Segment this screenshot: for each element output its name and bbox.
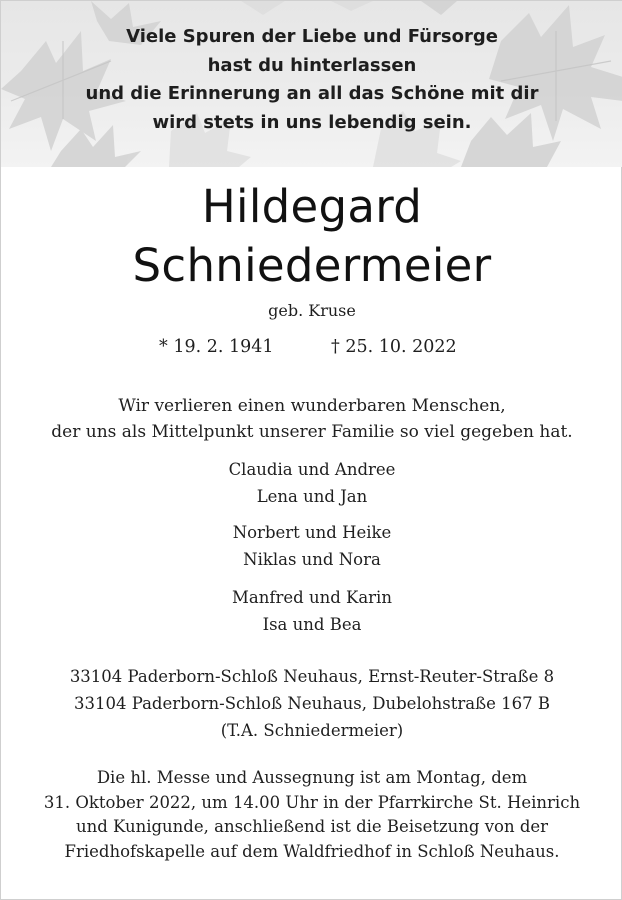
verse <box>1 23 622 137</box>
family-line: Norbert und Heike <box>232 523 392 542</box>
first-name: Hildegard <box>201 180 423 233</box>
family-line: Isa und Bea <box>262 615 362 634</box>
tribute-line: der uns als Mittelpunkt unserer Familie so viel gegeben hat. <box>51 422 573 442</box>
verse-line: wird stets in uns lebendig sein. <box>152 111 472 133</box>
death-date: † 25. 10. 2022 <box>331 337 457 357</box>
family-line: Claudia und Andree <box>228 460 396 479</box>
address-line: 33104 Paderborn-Schloß Neuhaus, Ernst-Reuter-Straße 8 <box>69 667 555 686</box>
family-line: Lena und Jan <box>256 487 368 506</box>
birth-date: * 19. 2. 1941 <box>159 337 274 357</box>
service-line: Friedhofskapelle auf dem Waldfriedhof in Schloß Neuhaus. <box>64 841 560 861</box>
header-band <box>1 1 622 167</box>
family-group <box>1 519 622 573</box>
family-line: Niklas und Nora <box>243 550 381 569</box>
tribute-text <box>1 393 622 445</box>
tribute-line: Wir verlieren einen wunderbaren Menschen, <box>118 396 506 416</box>
family-group <box>1 584 622 638</box>
address-line: (T.A. Schniedermeier) <box>220 721 404 740</box>
service-line: Die hl. Messe und Aussegnung ist am Montag, dem <box>96 768 528 787</box>
verse-line: hast du hinterlassen <box>207 54 417 76</box>
family-group <box>1 456 622 510</box>
family-line: Manfred und Karin <box>232 588 392 607</box>
service-info <box>1 766 622 864</box>
maiden-name: geb. Kruse <box>268 301 356 320</box>
service-line: und Kunigunde, anschließend ist die Beisetzung von der <box>75 817 549 836</box>
verse-line: Viele Spuren der Liebe und Fürsorge <box>126 26 498 47</box>
verse-line: und die Erinnerung an all das Schöne mit dir <box>85 83 539 104</box>
addresses <box>1 663 622 744</box>
address-line: 33104 Paderborn-Schloß Neuhaus, Dubelohstraße 167 B <box>74 694 550 713</box>
last-name: Schniedermeier <box>132 239 492 292</box>
service-line: 31. Oktober 2022, um 14.00 Uhr in der Pfarrkirche St. Heinrich <box>43 792 581 812</box>
